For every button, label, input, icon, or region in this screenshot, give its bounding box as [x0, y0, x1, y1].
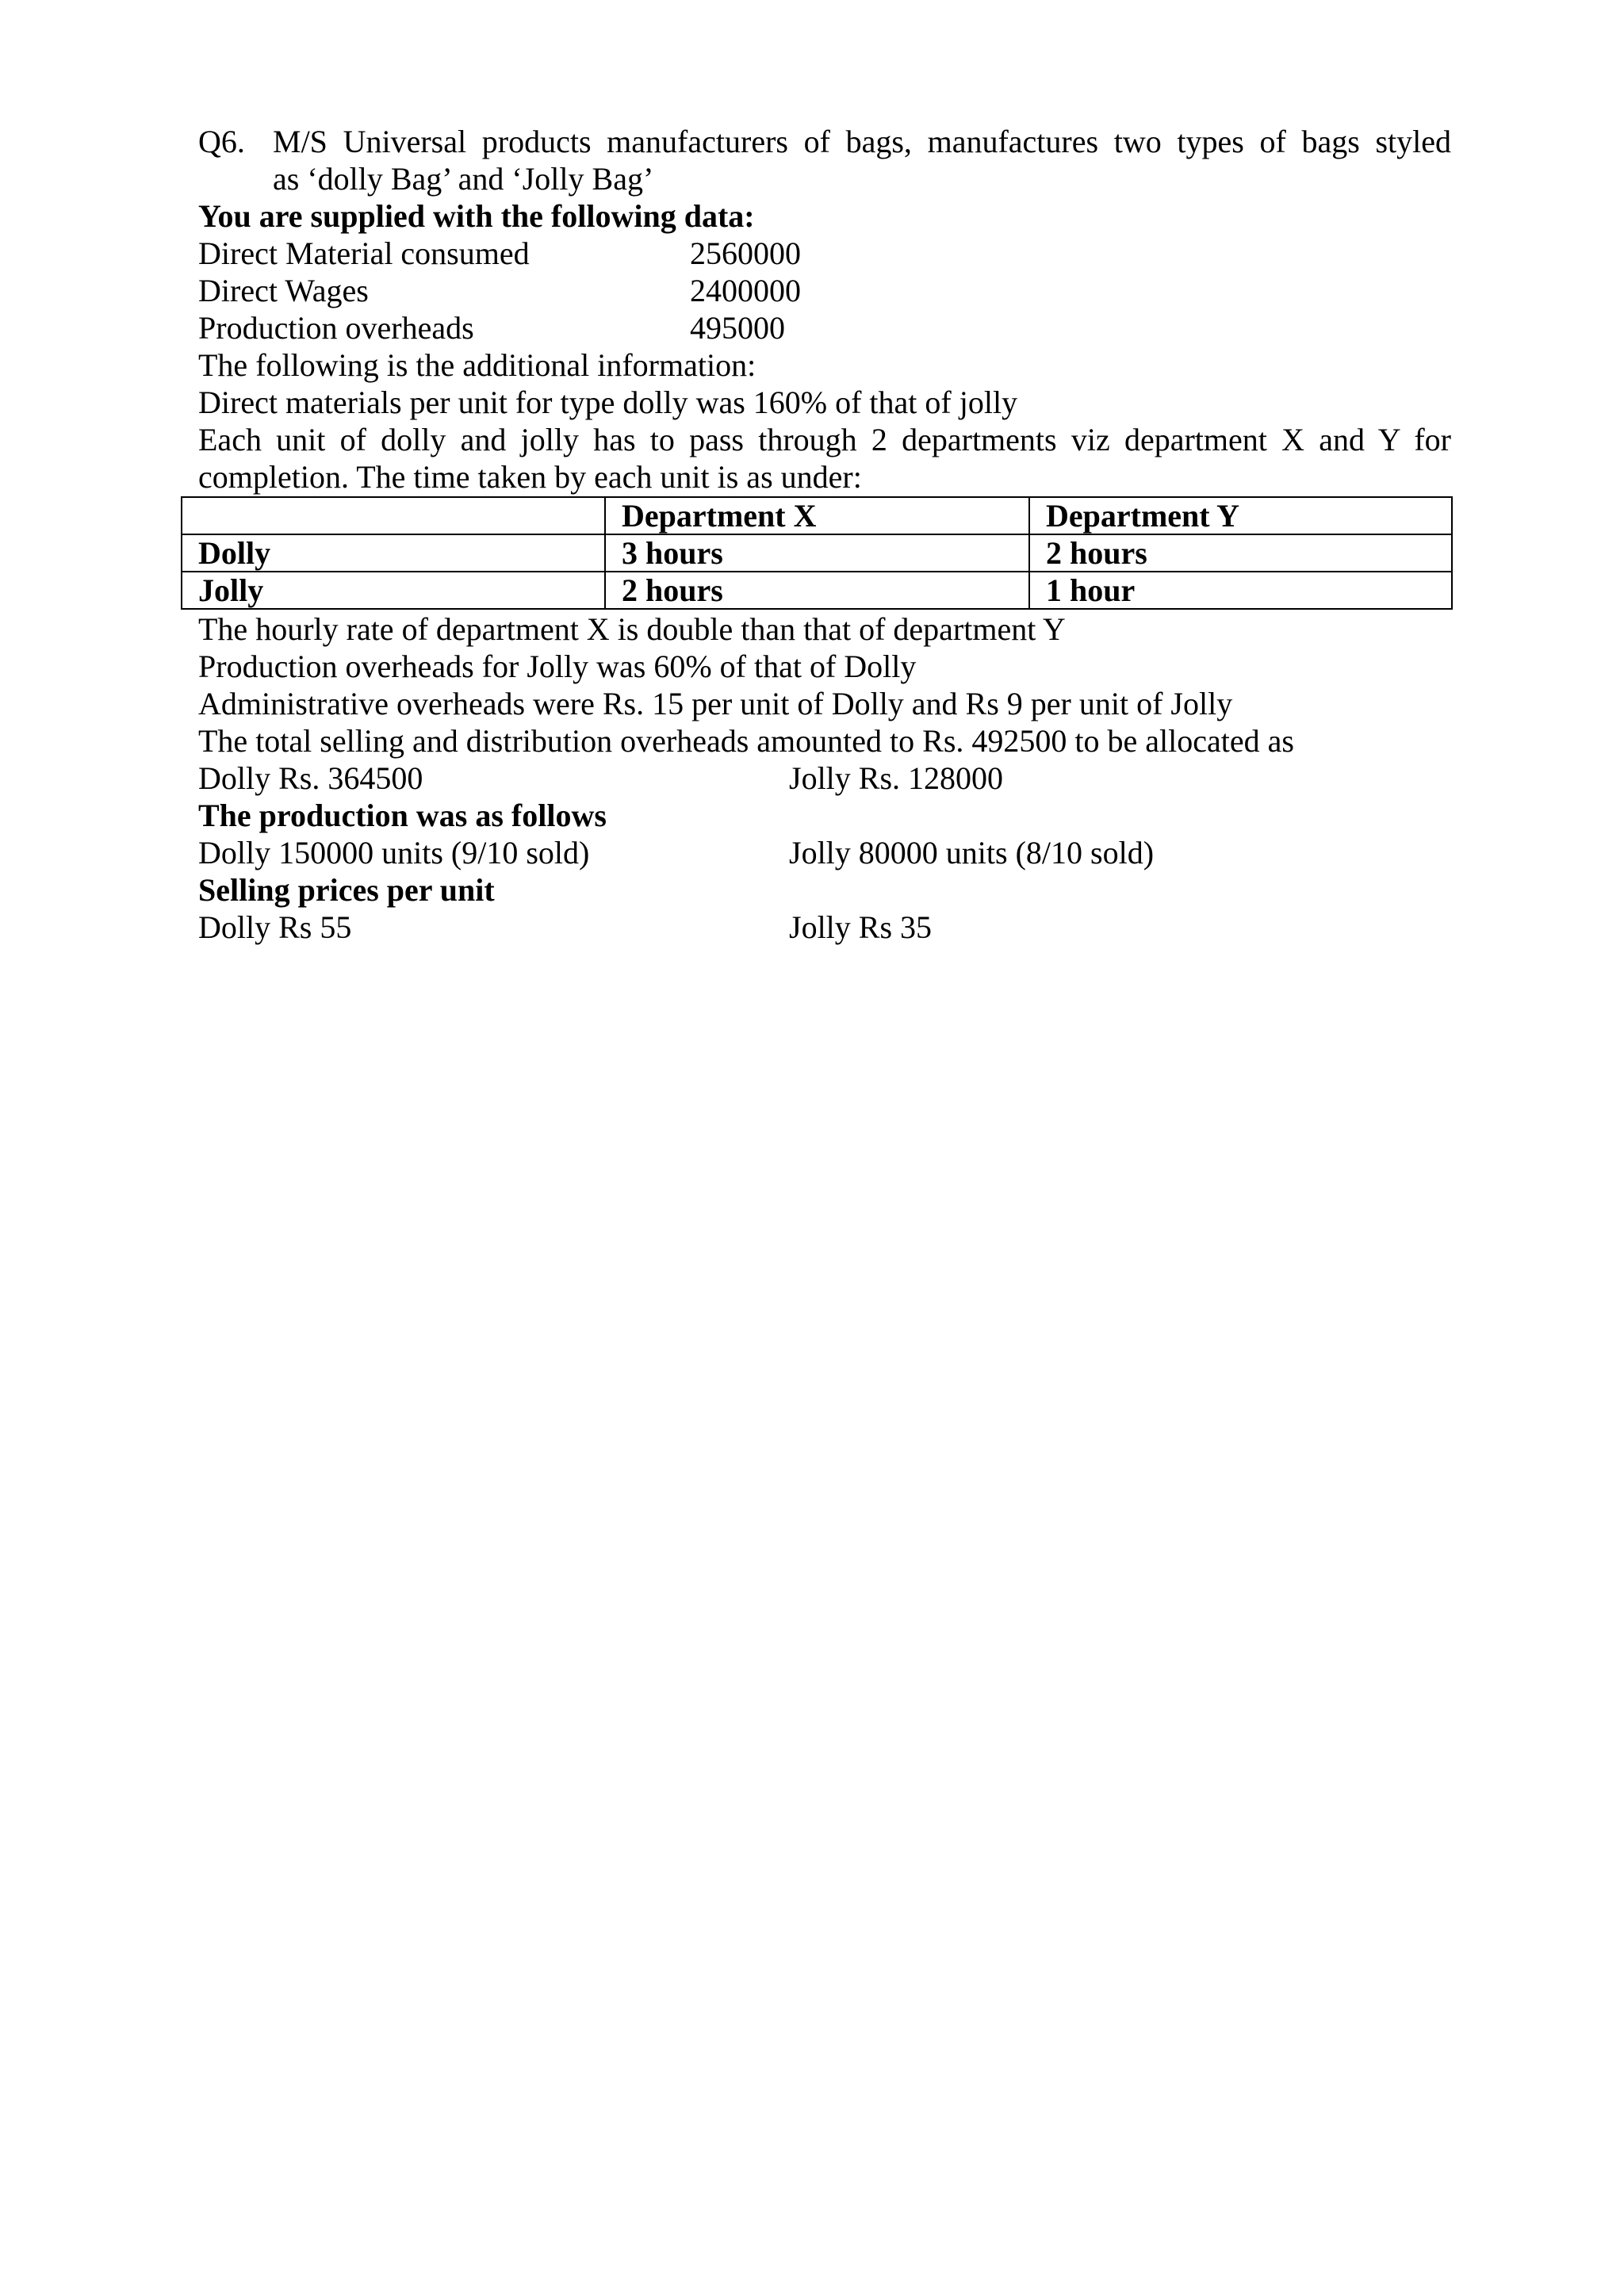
selling-prices-row [198, 909, 1451, 946]
table-row [182, 534, 1452, 572]
hourly-rate-line: The hourly rate of department X is double than that of department Y [198, 611, 1066, 647]
supplied-row [198, 272, 1451, 309]
production-dolly: Dolly 150000 units (9/10 sold) [198, 835, 590, 871]
production-overheads-line: Production overheads for Jolly was 60% of that of Dolly [198, 649, 917, 684]
sd-allocation-row [198, 760, 1451, 797]
selling-price-dolly: Dolly Rs 55 [198, 909, 352, 945]
time-table [181, 496, 1453, 610]
production-row [198, 834, 1451, 871]
table-cell: 2 hours [605, 572, 1029, 609]
table-header-cell: Department Y [1029, 497, 1452, 534]
production-jolly: Jolly 80000 units (8/10 sold) [789, 835, 1155, 871]
question-text-line-1: M/S Universal products manufacturers of bags, manufactures two types of bags styled [273, 124, 1451, 159]
supplied-row [198, 235, 1451, 272]
table-cell: Jolly [182, 572, 605, 609]
question-text-line-2: as ‘dolly Bag’ and ‘Jolly Bag’ [273, 161, 654, 197]
supplied-heading: You are supplied with the following data: [198, 198, 755, 234]
departments-line-2: completion. The time taken by each unit is as under: [198, 459, 862, 495]
table-row [182, 572, 1452, 609]
dm-ratio-line: Direct materials per unit for type dolly was 160% of that of jolly [198, 385, 1018, 420]
supplied-value: 2400000 [690, 273, 801, 308]
production-heading: The production was as follows [198, 798, 607, 833]
sd-allocation-dolly: Dolly Rs. 364500 [198, 760, 423, 796]
question-line-1 [198, 123, 1451, 160]
document-page [198, 123, 1451, 946]
table-header-cell: Department X [605, 497, 1029, 534]
table-cell: 2 hours [1029, 534, 1452, 572]
departments-line-1: Each unit of dolly and jolly has to pass through 2 departments viz department X and Y for [198, 422, 1451, 457]
table-header-cell [182, 497, 605, 534]
sd-allocation-jolly: Jolly Rs. 128000 [789, 760, 1004, 796]
additional-info-heading: The following is the additional information: [198, 347, 756, 383]
supplied-row [198, 309, 1451, 346]
selling-price-jolly: Jolly Rs 35 [789, 909, 933, 945]
supplied-value: 495000 [690, 310, 785, 346]
selling-heading: Selling prices per unit [198, 872, 495, 908]
table-cell: Dolly [182, 534, 605, 572]
supplied-label: Direct Material consumed [198, 235, 530, 271]
table-header-row [182, 497, 1452, 534]
selling-distribution-line: The total selling and distribution overheads amounted to Rs. 492500 to be allocated as [198, 723, 1294, 759]
table-cell: 1 hour [1029, 572, 1452, 609]
administrative-overheads-line: Administrative overheads were Rs. 15 per unit of Dolly and Rs 9 per unit of Jolly [198, 686, 1233, 721]
question-number: Q6. [198, 124, 245, 159]
table-cell: 3 hours [605, 534, 1029, 572]
supplied-label: Direct Wages [198, 273, 369, 308]
supplied-label: Production overheads [198, 310, 474, 346]
supplied-value: 2560000 [690, 235, 801, 271]
